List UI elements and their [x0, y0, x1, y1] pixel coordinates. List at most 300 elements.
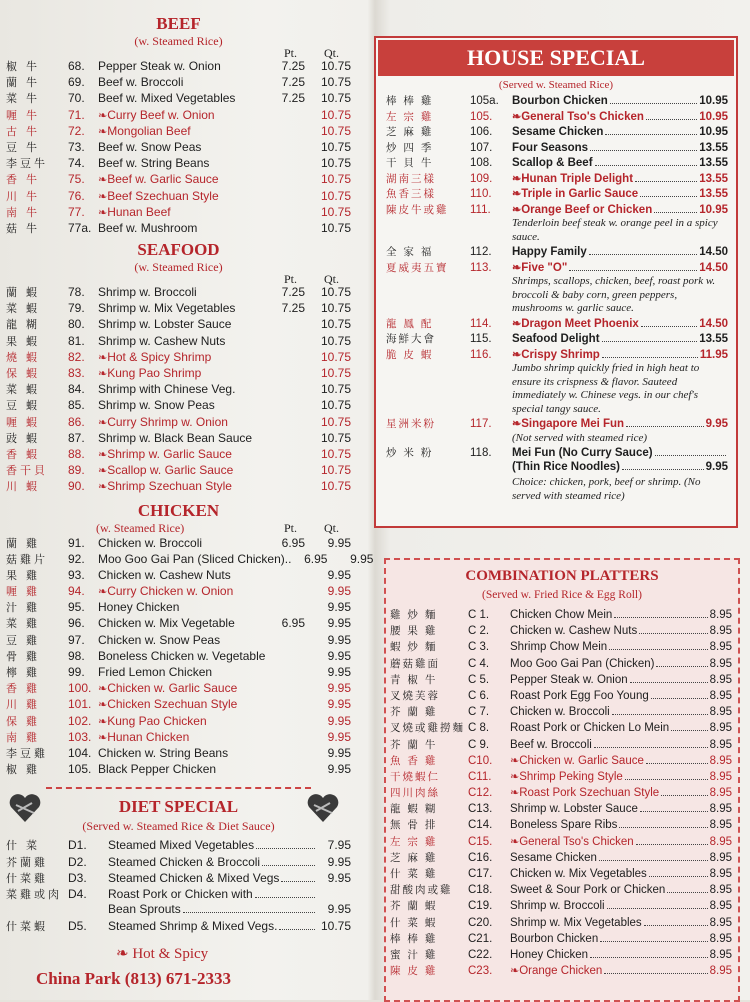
item-chinese: 陳 皮 雞 — [390, 965, 438, 978]
hot-spicy-label: Hot & Spicy — [132, 946, 209, 963]
item-chinese: 叉燒或雞撈麵 — [390, 722, 465, 735]
item-number: 101. — [68, 697, 92, 712]
item-quart-price: 9.95 — [327, 665, 351, 679]
chicken-item — [6, 680, 351, 696]
item-number: 88. — [68, 446, 85, 461]
beef-item — [6, 204, 351, 220]
item-leader — [646, 119, 697, 120]
item-number: C22. — [468, 948, 493, 961]
chicken-pt-head: Pt. — [284, 520, 298, 535]
item-leader — [641, 326, 697, 327]
item-chinese: 芥蘭雞 — [6, 856, 48, 869]
item-number: D1. — [68, 838, 87, 853]
item-chinese: 芥 蘭 雞 — [390, 706, 438, 719]
item-leader — [609, 649, 707, 650]
item-quart-price: 10.75 — [320, 317, 351, 332]
item-quart-price: 10.75 — [320, 414, 351, 429]
combo-item — [386, 639, 738, 655]
chicken-item — [6, 745, 351, 761]
item-price: 8.95 — [709, 625, 732, 638]
item-number: 94. — [68, 584, 85, 599]
item-name: ❧ Roast Pork Szechuan Style — [510, 786, 659, 799]
item-number: 71. — [68, 107, 85, 122]
item-chinese: 龍 鳳 配 — [386, 317, 434, 330]
item-chinese: 棒 棒 雞 — [386, 95, 434, 107]
chicken-item — [6, 567, 351, 583]
item-name: ❧ Shrimp Szechuan Style — [98, 479, 269, 493]
item-number: 104. — [68, 745, 92, 760]
item-chinese: 什 菜 蝦 — [390, 916, 438, 929]
item-price: 8.95 — [709, 641, 732, 654]
item-chinese: 蘭 雞 — [6, 537, 41, 550]
item-name: ❧ Kung Pao Chicken — [98, 714, 269, 728]
item-name: Pepper Steak w. Onion — [98, 59, 221, 73]
item-name: ❧ Triple in Garlic Sauce — [512, 187, 638, 200]
combo-list — [386, 607, 738, 979]
seafood-item — [6, 365, 351, 381]
item-price: 8.95 — [709, 835, 732, 848]
seafood-title: SEAFOOD — [137, 240, 220, 260]
item-quart-price: 10.75 — [320, 139, 351, 154]
item-chinese: 豆 牛 — [6, 141, 41, 154]
item-chinese: 川 蝦 — [6, 481, 41, 494]
item-name: Mei Fun (No Curry Sauce) — [512, 447, 653, 459]
item-leader — [600, 941, 707, 942]
beef-item — [6, 90, 351, 106]
item-leader — [605, 134, 697, 135]
combo-item — [386, 931, 738, 947]
item-price: 8.95 — [709, 819, 732, 832]
item-number: 114. — [470, 317, 492, 330]
diet-header — [6, 787, 351, 837]
diet-list — [6, 837, 351, 934]
item-number: 105. — [68, 762, 92, 777]
item-number: 118. — [470, 447, 492, 459]
beef-item — [6, 74, 351, 90]
item-price: 13.55 — [699, 141, 728, 154]
item-leader — [612, 714, 708, 715]
item-chinese: 蜜 汁 雞 — [390, 948, 438, 961]
item-leader — [640, 811, 708, 812]
item-quart-price: 10.75 — [320, 156, 351, 171]
item-chinese: 魚香三樣 — [386, 188, 436, 200]
chicken-header — [6, 521, 351, 535]
seafood-item — [6, 397, 351, 413]
item-number: 87. — [68, 430, 85, 445]
item-name: Shrimp w. Snow Peas — [98, 398, 215, 413]
seafood-item — [6, 430, 351, 446]
item-quart-price: 10.75 — [320, 220, 351, 235]
item-quart-price: 10.75 — [320, 366, 351, 380]
seafood-item — [6, 446, 351, 462]
item-chinese: 菜 蝦 — [6, 303, 41, 316]
item-leader — [569, 270, 697, 271]
item-quart-price: 9.95 — [327, 648, 351, 663]
combo-item — [386, 850, 738, 866]
diet-subtitle: (Served w. Steamed Rice & Diet Sauce) — [82, 819, 275, 834]
item-quart-price: 10.75 — [320, 382, 351, 397]
house-item — [376, 445, 736, 461]
item-number: 78. — [68, 285, 85, 300]
item-chinese: 果 雞 — [6, 569, 41, 582]
item-chinese: 川 牛 — [6, 190, 41, 203]
item-leader — [646, 763, 708, 764]
chicken-subtitle: (w. Steamed Rice) — [96, 520, 185, 535]
house-item — [376, 171, 736, 187]
item-quart-price: 10.75 — [320, 172, 351, 187]
chicken-item — [6, 713, 351, 729]
item-price: 9.95 — [327, 870, 351, 885]
item-description: Tenderloin beef steak w. orange peel in a spicy sauce. — [512, 217, 718, 243]
item-name: Chicken w. Broccoli — [98, 535, 203, 550]
item-price: 8.95 — [709, 657, 732, 670]
item-leader — [671, 730, 707, 731]
item-name: ❧ General Tso's Chicken — [510, 835, 634, 848]
item-quart-price: 10.75 — [320, 204, 351, 219]
item-number: 100. — [68, 681, 92, 696]
item-chinese: 保 蝦 — [6, 368, 41, 380]
item-chinese: 檸 雞 — [6, 667, 41, 679]
item-number: 85. — [68, 398, 85, 413]
item-quart-price: 10.75 — [320, 398, 351, 413]
item-name: Beef w. Mushroom — [98, 220, 198, 235]
item-leader — [604, 973, 707, 974]
seafood-item — [6, 349, 351, 365]
item-name: Sesame Chicken — [512, 126, 604, 138]
item-name: Chicken w. Broccoli — [510, 706, 610, 719]
item-quart-price: 10.75 — [320, 107, 351, 122]
item-chinese: 全 家 福 — [386, 246, 434, 258]
item-price: 8.95 — [709, 916, 732, 929]
item-price: 8.95 — [709, 851, 732, 864]
chicken-title: CHICKEN — [137, 500, 220, 520]
item-pint-price: 6.95 — [281, 616, 305, 631]
item-chinese: 果 蝦 — [6, 335, 41, 348]
item-quart-price: 9.95 — [327, 762, 351, 777]
item-name: Shrimp w. Mix Vegetables — [510, 916, 642, 929]
item-chinese: 菇 牛 — [6, 222, 41, 235]
item-number: 102. — [68, 713, 92, 728]
item-number: 79. — [68, 301, 85, 316]
item-price: 7.95 — [327, 838, 351, 853]
diet-item — [6, 870, 351, 886]
seafood-item — [6, 462, 351, 478]
item-price: 8.95 — [709, 754, 732, 767]
item-number: 115. — [470, 333, 492, 345]
item-number: C 6. — [468, 689, 490, 702]
item-chinese: 菇雞片 — [6, 553, 48, 566]
item-price: 8.95 — [709, 722, 732, 735]
beef-item — [6, 123, 351, 139]
item-price: 9.95 — [705, 418, 728, 430]
item-number: 81. — [68, 333, 85, 348]
chicken-item — [6, 696, 351, 712]
item-name: Shrimp w. Black Bean Sauce — [98, 430, 253, 445]
seafood-item — [6, 414, 351, 430]
beef-list — [6, 58, 351, 236]
item-chinese: 干 貝 牛 — [386, 157, 434, 169]
item-pint-price: 6.95 — [281, 535, 305, 550]
item-price: 8.95 — [709, 738, 732, 751]
item-name: Steamed Shrimp & Mixed Vegs. — [108, 919, 278, 934]
item-chinese: 豆 雞 — [6, 634, 41, 647]
item-leader — [262, 865, 315, 866]
item-leader — [599, 860, 708, 861]
beef-section — [6, 14, 351, 236]
item-price: 8.95 — [709, 948, 732, 961]
item-number: 95. — [68, 600, 85, 615]
item-name: ❧ Curry Shrimp w. Onion — [98, 415, 269, 429]
item-quart-price: 10.75 — [320, 91, 351, 106]
item-chinese: 保 雞 — [6, 715, 41, 728]
item-name: Shrimp w. Broccoli — [98, 285, 197, 300]
item-quart-price: 9.95 — [327, 600, 351, 615]
seafood-item — [6, 300, 351, 316]
hot-spicy-legend — [6, 944, 351, 963]
item-pint-price: 7.25 — [281, 91, 305, 106]
item-name: Chicken w. Mix Vegetable — [98, 616, 235, 631]
item-number: D2. — [68, 854, 87, 869]
item-leader — [636, 844, 708, 845]
item-price: 14.50 — [699, 261, 728, 274]
item-quart-price: 9.95 — [327, 584, 351, 599]
item-price: 14.50 — [699, 246, 728, 258]
seafood-item — [6, 316, 351, 332]
item-name: Seafood Delight — [512, 333, 600, 345]
item-description: Choice: chicken, pork, beef or shrimp. (No served with steamed rice) — [512, 476, 701, 502]
seafood-qt-head: Qt. — [324, 272, 339, 287]
item-price: 11.95 — [699, 348, 728, 361]
hot-spicy-icon: ❧ — [116, 946, 133, 963]
seafood-item — [6, 381, 351, 397]
item-chinese: 香 蝦 — [6, 448, 41, 461]
item-name: Roast Pork or Chicken with — [108, 886, 253, 901]
item-quart-price: 10.75 — [320, 75, 351, 90]
combo-item — [386, 623, 738, 639]
diet-item — [6, 837, 351, 853]
combo-item — [386, 704, 738, 720]
item-chinese: 芝 麻 雞 — [390, 851, 438, 864]
item-leader — [183, 912, 315, 913]
item-chinese: 湖南三樣 — [386, 172, 436, 185]
item-price: 10.95 — [699, 126, 728, 138]
combo-item — [386, 688, 738, 704]
item-pint-price: 6.95 — [304, 551, 328, 566]
item-number: 109. — [470, 172, 493, 185]
item-quart-price: 9.95 — [327, 713, 351, 728]
item-number: D4. — [68, 886, 87, 901]
item-chinese: 脆 皮 蝦 — [386, 348, 434, 361]
combo-item — [386, 882, 738, 898]
item-number: 77a. — [68, 220, 92, 235]
seafood-subtitle: (w. Steamed Rice) — [134, 260, 223, 275]
item-leader — [649, 876, 708, 877]
house-item — [376, 202, 736, 218]
house-special-box — [374, 36, 738, 528]
footer — [6, 944, 351, 989]
item-price: 10.95 — [699, 95, 728, 107]
chicken-item — [6, 664, 351, 680]
combo-item — [386, 753, 738, 769]
item-number: 74. — [68, 156, 85, 171]
item-chinese: 菜 牛 — [6, 93, 41, 106]
item-name: ❧ Curry Chicken w. Onion — [98, 584, 269, 598]
beef-item — [6, 155, 351, 171]
item-name: Bourbon Chicken — [512, 95, 608, 107]
item-chinese: 李豆雞 — [6, 747, 48, 760]
item-number: C13. — [468, 803, 493, 816]
item-leader — [594, 747, 708, 748]
item-leader — [635, 181, 697, 182]
item-name: ❧ Shrimp Peking Style — [510, 770, 623, 783]
item-number: C20. — [468, 916, 493, 929]
beef-item — [6, 107, 351, 123]
item-price: 8.95 — [709, 965, 732, 978]
item-name: Shrimp with Chinese Veg. — [98, 382, 236, 397]
item-quart-price: 10.75 — [320, 123, 351, 138]
diet-item — [6, 886, 351, 902]
item-name: Beef w. Mixed Vegetables — [98, 91, 236, 106]
item-price: 13.55 — [699, 172, 728, 185]
combo-item — [386, 817, 738, 833]
item-chinese: 什 菜 雞 — [390, 868, 438, 880]
item-chinese: 炒 四 季 — [386, 141, 434, 154]
item-number: C 7. — [468, 706, 490, 719]
item-chinese: 蘑菇雞面 — [390, 657, 440, 670]
house-item — [376, 186, 736, 202]
item-price: 8.95 — [709, 787, 732, 800]
item-number: C17. — [468, 868, 493, 880]
item-name: Chicken w. String Beans — [98, 745, 229, 760]
item-chinese: 香 牛 — [6, 174, 41, 187]
item-price: 8.95 — [709, 884, 732, 897]
item-quart-price: 9.95 — [327, 567, 351, 582]
item-chinese: 南 雞 — [6, 731, 41, 744]
beef-title: BEEF — [156, 14, 201, 33]
item-quart-price: 10.75 — [320, 479, 351, 494]
item-leader — [602, 341, 698, 342]
house-item — [376, 260, 736, 276]
item-price: 13.55 — [699, 188, 728, 200]
item-leader — [651, 698, 708, 699]
diet-item — [6, 902, 351, 918]
item-number: 105a. — [470, 95, 499, 107]
item-chinese: 豉 蝦 — [6, 432, 41, 445]
left-column — [6, 14, 374, 989]
item-name: Beef w. Broccoli — [98, 75, 184, 90]
item-number: 107. — [470, 141, 493, 154]
item-chinese: 喱 雞 — [6, 586, 41, 599]
item-chinese: 喱 牛 — [6, 109, 41, 122]
item-number: D5. — [68, 919, 87, 934]
beef-item — [6, 58, 351, 74]
item-number: 93. — [68, 567, 85, 582]
item-chinese: 蘭 牛 — [6, 77, 41, 90]
item-name: ❧ Five "O" — [512, 261, 567, 274]
item-quart-price: 10.75 — [320, 188, 351, 203]
item-leader — [661, 795, 707, 796]
item-quart-price: 9.95 — [327, 535, 351, 550]
item-leader — [630, 682, 708, 683]
item-chinese: 棒 棒 雞 — [390, 932, 438, 945]
item-price: 10.95 — [699, 110, 728, 123]
item-chinese: 什 菜 — [6, 840, 41, 853]
item-number: C 1. — [468, 609, 490, 621]
item-name: ❧ Beef w. Garlic Sauce — [98, 172, 269, 186]
item-chinese: 什菜蝦 — [6, 921, 48, 934]
combo-item — [386, 915, 738, 931]
item-name: ❧ Orange Beef or Chicken — [512, 203, 652, 216]
item-name: ❧ Hunan Triple Delight — [512, 172, 633, 185]
item-chinese: 李豆牛 — [6, 158, 48, 171]
diet-title: DIET SPECIAL — [118, 797, 239, 817]
item-chinese: 星洲米粉 — [386, 418, 436, 430]
item-leader — [589, 254, 697, 255]
item-number: 97. — [68, 632, 85, 647]
house-list — [376, 93, 736, 503]
item-leader — [619, 827, 707, 828]
diet-section — [6, 787, 351, 934]
item-chinese: 香 雞 — [6, 683, 41, 696]
beef-item — [6, 220, 351, 236]
item-name: Sesame Chicken — [510, 851, 597, 864]
item-leader — [607, 908, 708, 909]
item-quart-price: 9.95 — [327, 745, 351, 760]
item-number: 111. — [470, 203, 491, 216]
item-chinese: 四川肉絲 — [390, 787, 440, 800]
combo-item — [386, 737, 738, 753]
house-item — [376, 461, 736, 477]
house-item — [376, 244, 736, 260]
item-chinese: 椒 雞 — [6, 764, 41, 777]
seafood-section — [6, 240, 351, 494]
item-pint-price: 7.25 — [281, 301, 305, 316]
item-chinese: 炒 米 粉 — [386, 447, 434, 459]
combo-item — [386, 769, 738, 785]
item-name: Chicken Chow Mein — [510, 609, 613, 621]
item-quart-price: 10.75 — [320, 59, 351, 73]
item-name: Shrimp Chow Mein — [510, 641, 608, 654]
seafood-item — [6, 333, 351, 349]
chicken-item — [6, 632, 351, 648]
item-name: ❧ Singapore Mei Fun — [512, 417, 624, 430]
item-number: C23. — [468, 965, 493, 978]
item-leader — [610, 103, 697, 104]
phone-number: China Park (813) 671-2333 — [36, 969, 232, 989]
item-number: 75. — [68, 172, 85, 187]
item-leader — [602, 357, 698, 358]
item-chinese: 川 雞 — [6, 699, 41, 712]
item-number: 76. — [68, 188, 85, 203]
item-number: 91. — [68, 535, 85, 550]
item-name: ❧ Shrimp w. Garlic Sauce — [98, 447, 269, 461]
item-chinese: 腰 果 雞 — [390, 625, 438, 638]
item-number: C19. — [468, 900, 493, 913]
chicken-item — [6, 599, 351, 615]
item-chinese: 左 宗 雞 — [386, 110, 434, 123]
item-name: ❧ Hot & Spicy Shrimp — [98, 350, 269, 364]
item-price: 9.95 — [327, 902, 351, 917]
item-number: 117. — [470, 418, 492, 430]
item-chinese: 芥 蘭 牛 — [390, 738, 438, 751]
item-chinese: 骨 雞 — [6, 650, 41, 663]
item-number: 68. — [68, 59, 85, 73]
item-quart-price: 10.75 — [320, 301, 351, 316]
combo-item — [386, 720, 738, 736]
item-name: ❧ Beef Szechuan Style — [98, 189, 269, 203]
item-name: Black Pepper Chicken — [98, 762, 217, 777]
house-item — [376, 316, 736, 332]
